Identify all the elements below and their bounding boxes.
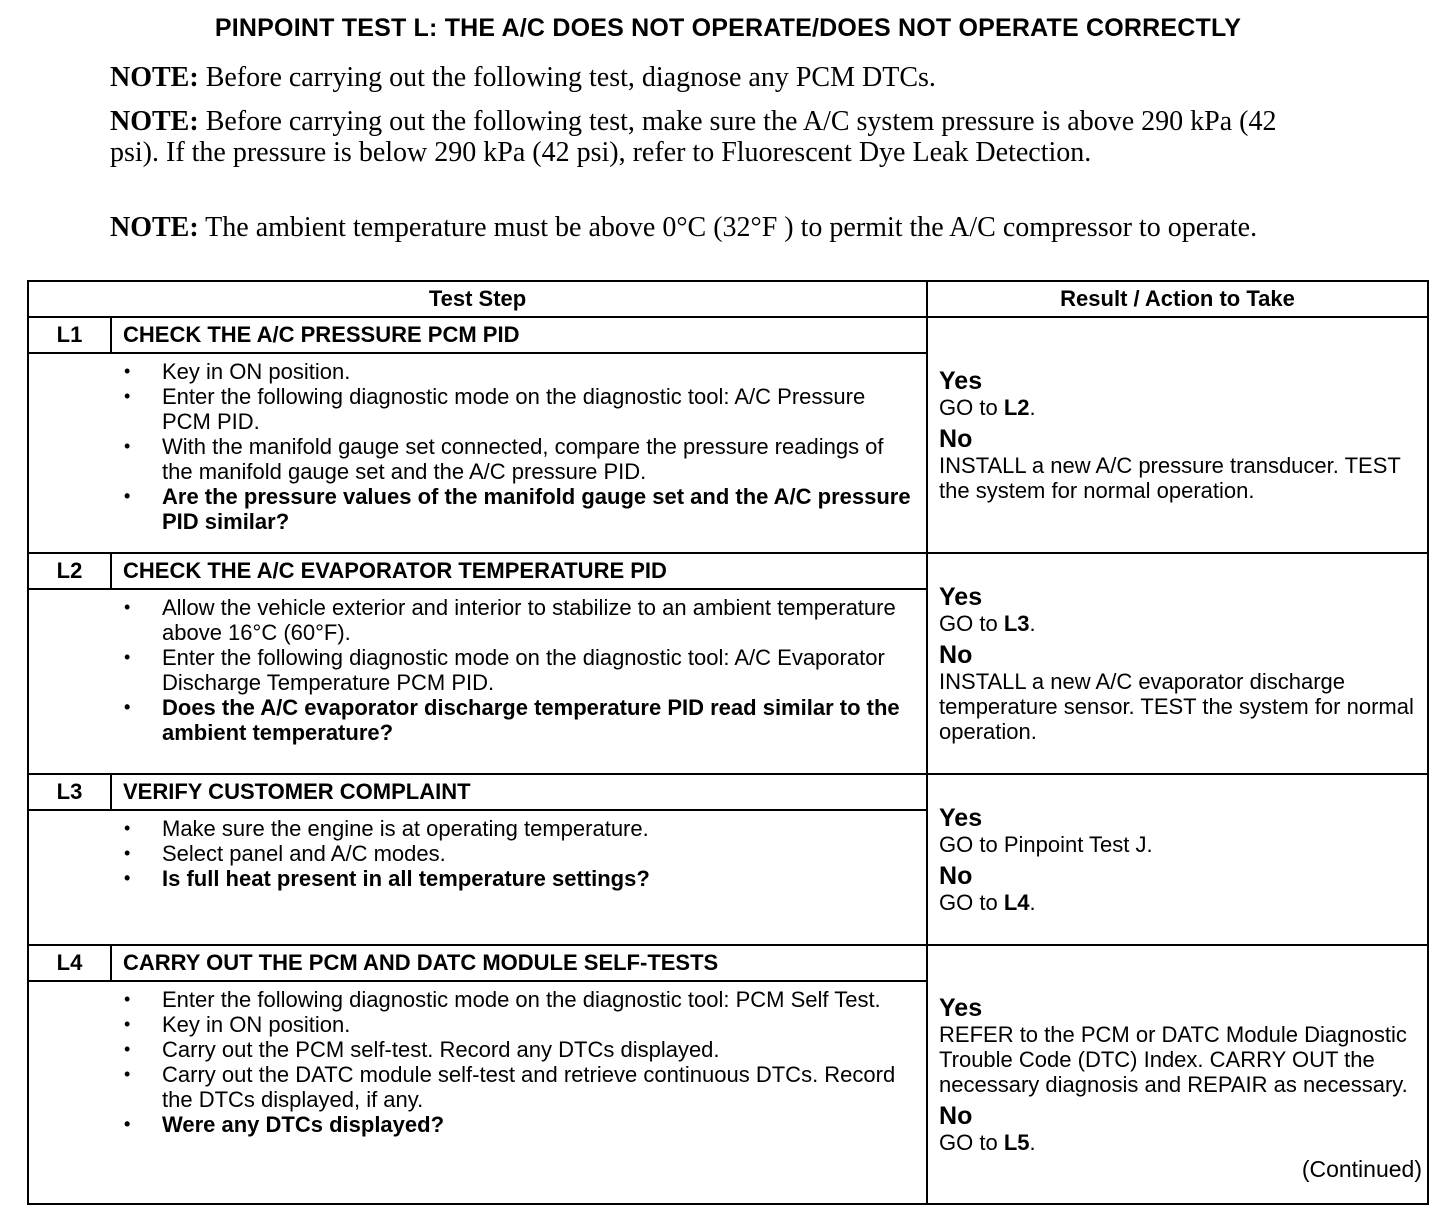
yes-action-target: L3 bbox=[1003, 610, 1030, 636]
no-action-end: . bbox=[1029, 1129, 1036, 1155]
no-action bbox=[939, 1130, 1421, 1155]
continued-label: (Continued) bbox=[1301, 1156, 1422, 1182]
header-result-action: Result / Action to Take bbox=[927, 281, 1428, 317]
note-label: NOTE: bbox=[110, 62, 199, 93]
no-label: No bbox=[939, 424, 973, 453]
no-action-text: GO to bbox=[939, 889, 1004, 915]
yes-action bbox=[939, 832, 1421, 857]
step-title-row bbox=[28, 553, 1428, 589]
note-text: Before carrying out the following test, diagnose any PCM DTCs. bbox=[198, 62, 936, 93]
step-bullet: • Carry out the PCM self-test. Record any DTCs displayed. bbox=[29, 1037, 918, 1062]
no-action bbox=[939, 453, 1421, 503]
step-bullet: • With the manifold gauge set connected, compare the pressure readings of the manifold gauge set and the A/C pressure PID. bbox=[29, 434, 918, 484]
step-bullet: • Key in ON position. bbox=[29, 359, 918, 384]
step-title: CHECK THE A/C PRESSURE PCM PID bbox=[111, 317, 927, 353]
step-bullet: • Enter the following diagnostic mode on the diagnostic tool: PCM Self Test. bbox=[29, 987, 918, 1012]
yes-action bbox=[939, 395, 1421, 420]
yes-action-text: GO to bbox=[939, 394, 1004, 420]
result-yes bbox=[939, 368, 1421, 420]
step-title: VERIFY CUSTOMER COMPLAINT bbox=[111, 774, 927, 810]
result-yes bbox=[939, 805, 1421, 857]
yes-label: Yes bbox=[939, 803, 983, 832]
result-no bbox=[939, 642, 1421, 744]
note-3 bbox=[110, 212, 1310, 243]
bullet-list bbox=[29, 816, 918, 891]
yes-action-text: REFER to the PCM or DATC Module Diagnostic Trouble Code (DTC) Index. CARRY OUT the necessary diagnosis and REPAIR as necessary. bbox=[939, 1021, 1408, 1097]
page-title: PINPOINT TEST L: THE A/C DOES NOT OPERATE/DOES NOT OPERATE CORRECTLY bbox=[214, 14, 1242, 42]
no-action-text: INSTALL a new A/C pressure transducer. TEST the system for normal operation. bbox=[939, 452, 1401, 503]
no-action bbox=[939, 890, 1421, 915]
no-action bbox=[939, 669, 1421, 744]
step-bullet: • Make sure the engine is at operating temperature. bbox=[29, 816, 918, 841]
result-no bbox=[939, 863, 1421, 915]
yes-action-end: . bbox=[1029, 610, 1036, 636]
result-yes bbox=[939, 584, 1421, 636]
step-bullet: • Carry out the DATC module self-test and retrieve continuous DTCs. Record the DTCs displayed, if any. bbox=[29, 1062, 918, 1112]
step-title-row bbox=[28, 317, 1428, 353]
step-instructions bbox=[28, 810, 927, 945]
yes-label: Yes bbox=[939, 366, 983, 395]
no-action-target: L4 bbox=[1003, 889, 1030, 915]
note-2 bbox=[110, 106, 1310, 168]
yes-action bbox=[939, 1022, 1421, 1097]
step-id: L2 bbox=[28, 553, 111, 589]
result-yes bbox=[939, 995, 1421, 1097]
step-id: L4 bbox=[28, 945, 111, 981]
step-bullet: • Enter the following diagnostic mode on the diagnostic tool: A/C Pressure PCM PID. bbox=[29, 384, 918, 434]
step-bullet: • Enter the following diagnostic mode on the diagnostic tool: A/C Evaporator Discharge Temperature PCM PID. bbox=[29, 645, 918, 695]
yes-action-end: . bbox=[1029, 394, 1036, 420]
step-instructions bbox=[28, 981, 927, 1204]
note-label: NOTE: bbox=[110, 212, 199, 243]
step-result bbox=[927, 553, 1428, 774]
no-action-end: . bbox=[1029, 889, 1036, 915]
step-title: CARRY OUT THE PCM AND DATC MODULE SELF-TESTS bbox=[111, 945, 927, 981]
step-question: • Were any DTCs displayed? bbox=[29, 1112, 918, 1137]
steps-body bbox=[28, 317, 1428, 1204]
note-text: The ambient temperature must be above 0°C (32°F ) to permit the A/C compressor to operate. bbox=[198, 212, 1258, 243]
bullet-list bbox=[29, 595, 918, 745]
step-question: • Is full heat present in all temperature settings? bbox=[29, 866, 918, 891]
no-action-target: L5 bbox=[1003, 1129, 1030, 1155]
yes-action-text: GO to Pinpoint Test J. bbox=[939, 831, 1153, 857]
yes-label: Yes bbox=[939, 993, 983, 1022]
step-bullet: • Select panel and A/C modes. bbox=[29, 841, 918, 866]
note-text: Before carrying out the following test, make sure the A/C system pressure is above 290 kPa (42 psi). If the pressure is below 290 kPa (42 psi), refer to Fluorescent Dye Leak Detection. bbox=[110, 106, 1277, 168]
no-action-text: INSTALL a new A/C evaporator discharge temperature sensor. TEST the system for normal operation. bbox=[939, 668, 1414, 744]
header-test-step: Test Step bbox=[28, 281, 927, 317]
bullet-list bbox=[29, 359, 918, 534]
no-label: No bbox=[939, 861, 973, 890]
step-title-row bbox=[28, 945, 1428, 981]
step-instructions bbox=[28, 353, 927, 553]
step-instructions bbox=[28, 589, 927, 774]
no-action-text: GO to bbox=[939, 1129, 1004, 1155]
yes-action-target: L2 bbox=[1003, 394, 1030, 420]
bullet-list bbox=[29, 987, 918, 1137]
yes-action-text: GO to bbox=[939, 610, 1004, 636]
step-title-row bbox=[28, 774, 1428, 810]
step-id: L1 bbox=[28, 317, 111, 353]
result-no bbox=[939, 1103, 1421, 1155]
step-bullet: • Key in ON position. bbox=[29, 1012, 918, 1037]
step-question: • Does the A/C evaporator discharge temperature PID read similar to the ambient temperature? bbox=[29, 695, 918, 745]
yes-label: Yes bbox=[939, 582, 983, 611]
note-label: NOTE: bbox=[110, 106, 199, 137]
result-no bbox=[939, 426, 1421, 503]
step-result bbox=[927, 317, 1428, 553]
no-label: No bbox=[939, 640, 973, 669]
step-result bbox=[927, 774, 1428, 945]
step-bullet: • Allow the vehicle exterior and interior to stabilize to an ambient temperature above 16°C (60°F). bbox=[29, 595, 918, 645]
step-title: CHECK THE A/C EVAPORATOR TEMPERATURE PID bbox=[111, 553, 927, 589]
step-question: • Are the pressure values of the manifold gauge set and the A/C pressure PID similar? bbox=[29, 484, 918, 534]
step-id: L3 bbox=[28, 774, 111, 810]
yes-action bbox=[939, 611, 1421, 636]
note-1 bbox=[110, 62, 1310, 93]
pinpoint-test-table bbox=[27, 280, 1429, 1205]
no-label: No bbox=[939, 1101, 973, 1130]
